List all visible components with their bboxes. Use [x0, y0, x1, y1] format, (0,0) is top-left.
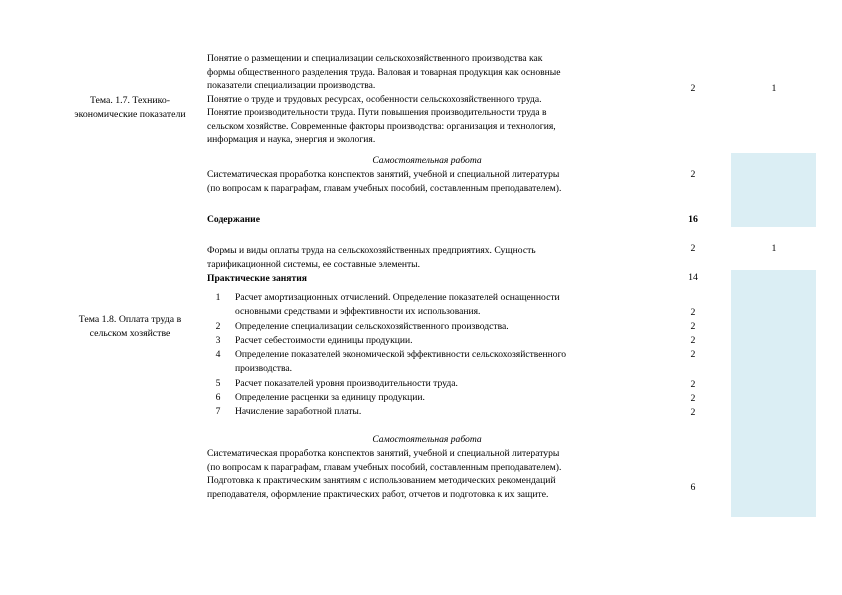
practical-item-hours: 2	[690, 407, 696, 418]
independent-line: Подготовка к практическим занятиям с использованием методических рекомендаций	[207, 475, 556, 486]
practical-text	[235, 291, 560, 319]
practical-line: производства.	[235, 363, 293, 374]
level-1-8: 1	[771, 243, 777, 254]
practical-text	[235, 334, 413, 348]
level-cell-shaded-18	[731, 270, 816, 517]
topic-1-7	[55, 94, 205, 122]
independent-line: преподавателя, оформление практических работ, отчетов и подготовка к их защите.	[207, 488, 549, 500]
practical-item-hours: 2	[690, 393, 696, 404]
content-1-7	[207, 52, 560, 147]
content-line: сельском хозяйстве. Современные факторы производства: организация и технология,	[207, 120, 556, 132]
content-line: Понятие производительности труда. Пути повышения производительности труда в	[207, 107, 547, 118]
practical-number: 7	[215, 406, 221, 417]
topic-1-8	[55, 313, 205, 341]
practical-line: Определение специализации сельскохозяйственного производства.	[235, 321, 509, 332]
hours-1-7: 2	[690, 83, 696, 94]
topic-1-7-line: экономические показатели	[74, 109, 186, 120]
practical-number: 6	[215, 392, 221, 403]
practical-item-hours: 2	[690, 307, 696, 318]
practical-item-hours: 2	[690, 349, 696, 360]
independent-text-1-8	[207, 447, 561, 501]
topic-1-8-line: Тема 1.8. Оплата труда в	[78, 314, 182, 325]
content-1-8	[207, 244, 536, 271]
practical-line: основными средствами и эффективности их использования.	[235, 306, 481, 317]
practical-item-hours: 2	[690, 335, 696, 346]
practical-number: 5	[215, 378, 221, 389]
practical-line: Определение показателей экономической эффективности сельскохозяйственного	[235, 349, 567, 360]
independent-line: Систематическая проработка конспектов занятий, учебной и специальной литературы	[207, 169, 560, 180]
level-1-7: 1	[771, 83, 777, 94]
practical-text	[235, 320, 509, 334]
content-hours-1-8: 16	[688, 214, 698, 225]
content-line: информация и наука, энергия и экология.	[207, 134, 376, 145]
practical-line: Начисление заработной платы.	[235, 406, 362, 417]
independent-hours-1-8: 6	[690, 482, 696, 493]
content-label-1-8: Содержание	[207, 214, 260, 225]
practical-text	[235, 405, 361, 419]
independent-line: (по вопросам к параграфам, главам учебных пособий, составленным преподавателем).	[207, 182, 562, 194]
level-cell-shaded-17	[731, 153, 816, 227]
practical-item-hours: 2	[690, 379, 696, 390]
content-line: Понятие о размещении и специализации сельскохозяйственного производства как	[207, 53, 543, 64]
practical-text	[235, 348, 566, 376]
content-item-hours-1-8: 2	[690, 243, 696, 254]
practical-label: Практические занятия	[207, 273, 307, 284]
independent-line: (по вопросам к параграфам, главам учебных пособий, составленным преподавателем).	[207, 461, 562, 473]
content-line: тарификационной системы, ее составные элементы.	[207, 258, 420, 270]
practical-number: 3	[215, 335, 221, 346]
practical-item-hours: 2	[690, 321, 696, 332]
practical-line: Расчет амортизационных отчислений. Определение показателей оснащенности	[235, 292, 560, 303]
content-line: Понятие о труде и трудовых ресурсах, особенности сельскохозяйственного труда.	[207, 93, 542, 105]
practical-text	[235, 391, 425, 405]
practical-number: 2	[215, 321, 221, 332]
content-line: формы общественного разделения труда. Валовая и товарная продукция как основные	[207, 66, 561, 78]
practical-hours: 14	[688, 272, 698, 283]
practical-number: 1	[215, 292, 221, 303]
practical-line: Расчет себестоимости единицы продукции.	[235, 335, 413, 346]
practical-number: 4	[215, 349, 221, 360]
independent-line: Систематическая проработка конспектов занятий, учебной и специальной литературы	[207, 448, 560, 459]
content-line: показатели специализации производства.	[207, 80, 376, 91]
topic-1-7-line: Тема. 1.7. Технико-	[89, 95, 171, 106]
practical-line: Расчет показателей уровня производительности труда.	[235, 378, 458, 389]
independent-title-1-8: Самостоятельная работа	[372, 434, 482, 445]
independent-hours-1-7: 2	[690, 169, 696, 180]
topic-1-8-line: сельском хозяйстве	[89, 328, 171, 339]
independent-text-1-7	[207, 168, 561, 195]
content-line: Формы и виды оплаты труда на сельскохозяйственных предприятиях. Сущность	[207, 245, 536, 256]
practical-line: Определение расценки за единицу продукции.	[235, 392, 425, 403]
independent-title-1-7: Самостоятельная работа	[372, 155, 482, 166]
practical-text	[235, 377, 458, 391]
